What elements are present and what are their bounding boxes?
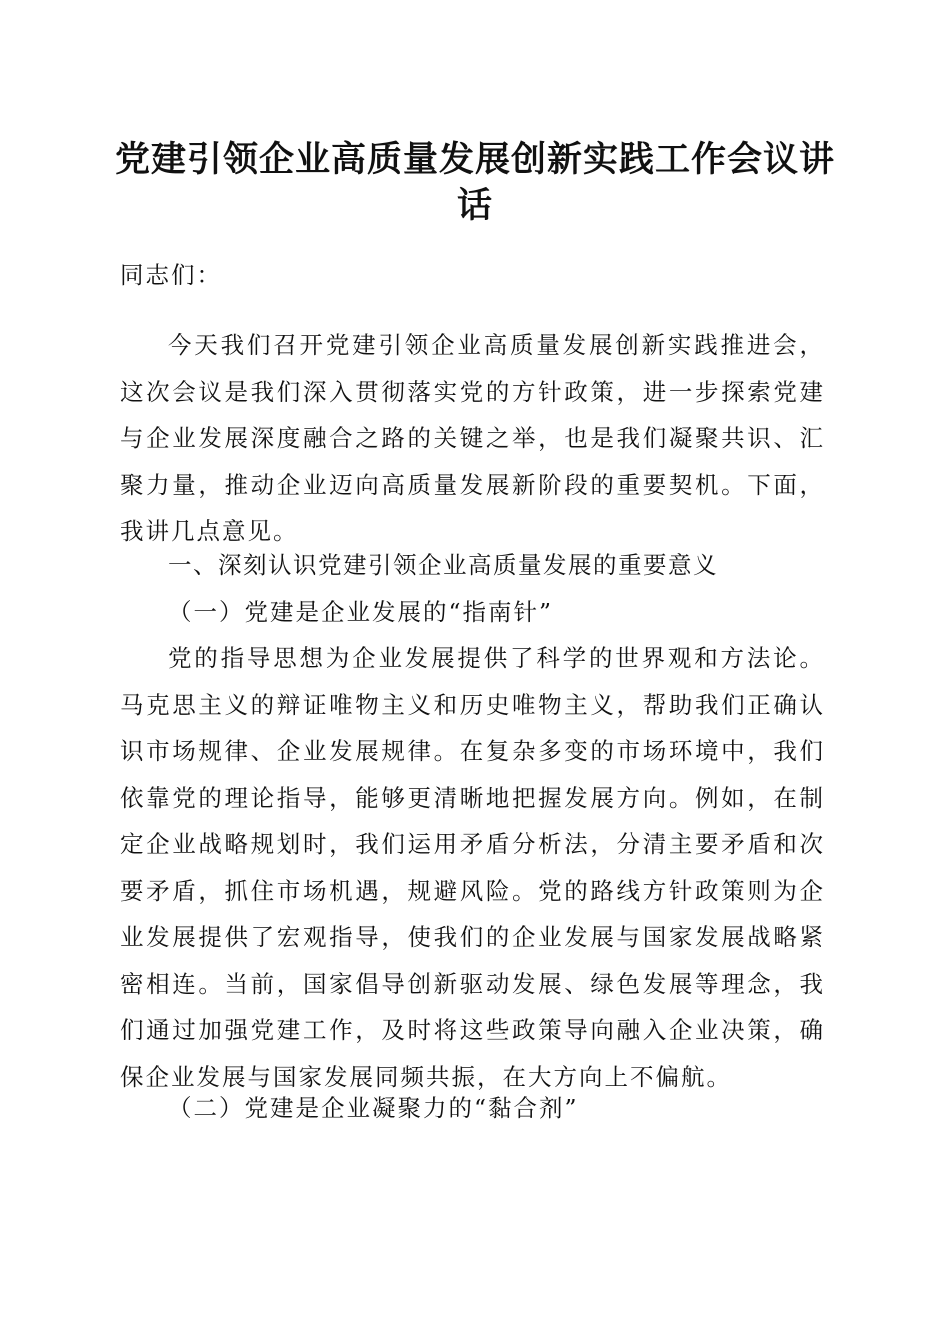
- section-heading-1: 一、深刻认识党建引领企业高质量发展的重要意义: [168, 551, 718, 579]
- salutation: 同志们：: [120, 261, 222, 289]
- section-1-paragraph: 党的指导思想为企业发展提供了科学的世界观和方法论。马克思主义的辩证唯物主义和历史唯物主义，帮助我们正确认识市场规律、企业发展规律。在复杂多变的市场环境中，我们依靠党的理论指导，能够更清晰地把握发展方向。例如，在制定企业战略规划时，我们运用矛盾分析法，分清主要矛盾和次要矛盾，抓住市场机遇，规避风险。党的路线方针政策则为企业发展提供了宏观指导，使我们的企业发展与国家发展战略紧密相连。当前，国家倡导创新驱动发展、绿色发展等理念，我们通过加强党建工作，及时将这些政策导向融入企业决策，确保企业发展与国家发展同频共振，在大方向上不偏航。: [120, 644, 825, 1091]
- document-title-line-2: 话: [456, 185, 493, 226]
- subsection-heading-2: （二）党建是企业凝聚力的“黏合剂”: [168, 1094, 579, 1122]
- document-title-line-1: 党建引领企业高质量发展创新实践工作会议讲: [114, 139, 835, 180]
- subsection-heading-1: （一）党建是企业发展的“指南针”: [168, 598, 554, 626]
- intro-paragraph: 今天我们召开党建引领企业高质量发展创新实践推进会，这次会议是我们深入贯彻落实党的方针政策，进一步探索党建与企业发展深度融合之路的关键之举，也是我们凝聚共识、汇聚力量，推动企业迈向高质量发展新阶段的重要契机。下面，我讲几点意见。: [120, 331, 825, 545]
